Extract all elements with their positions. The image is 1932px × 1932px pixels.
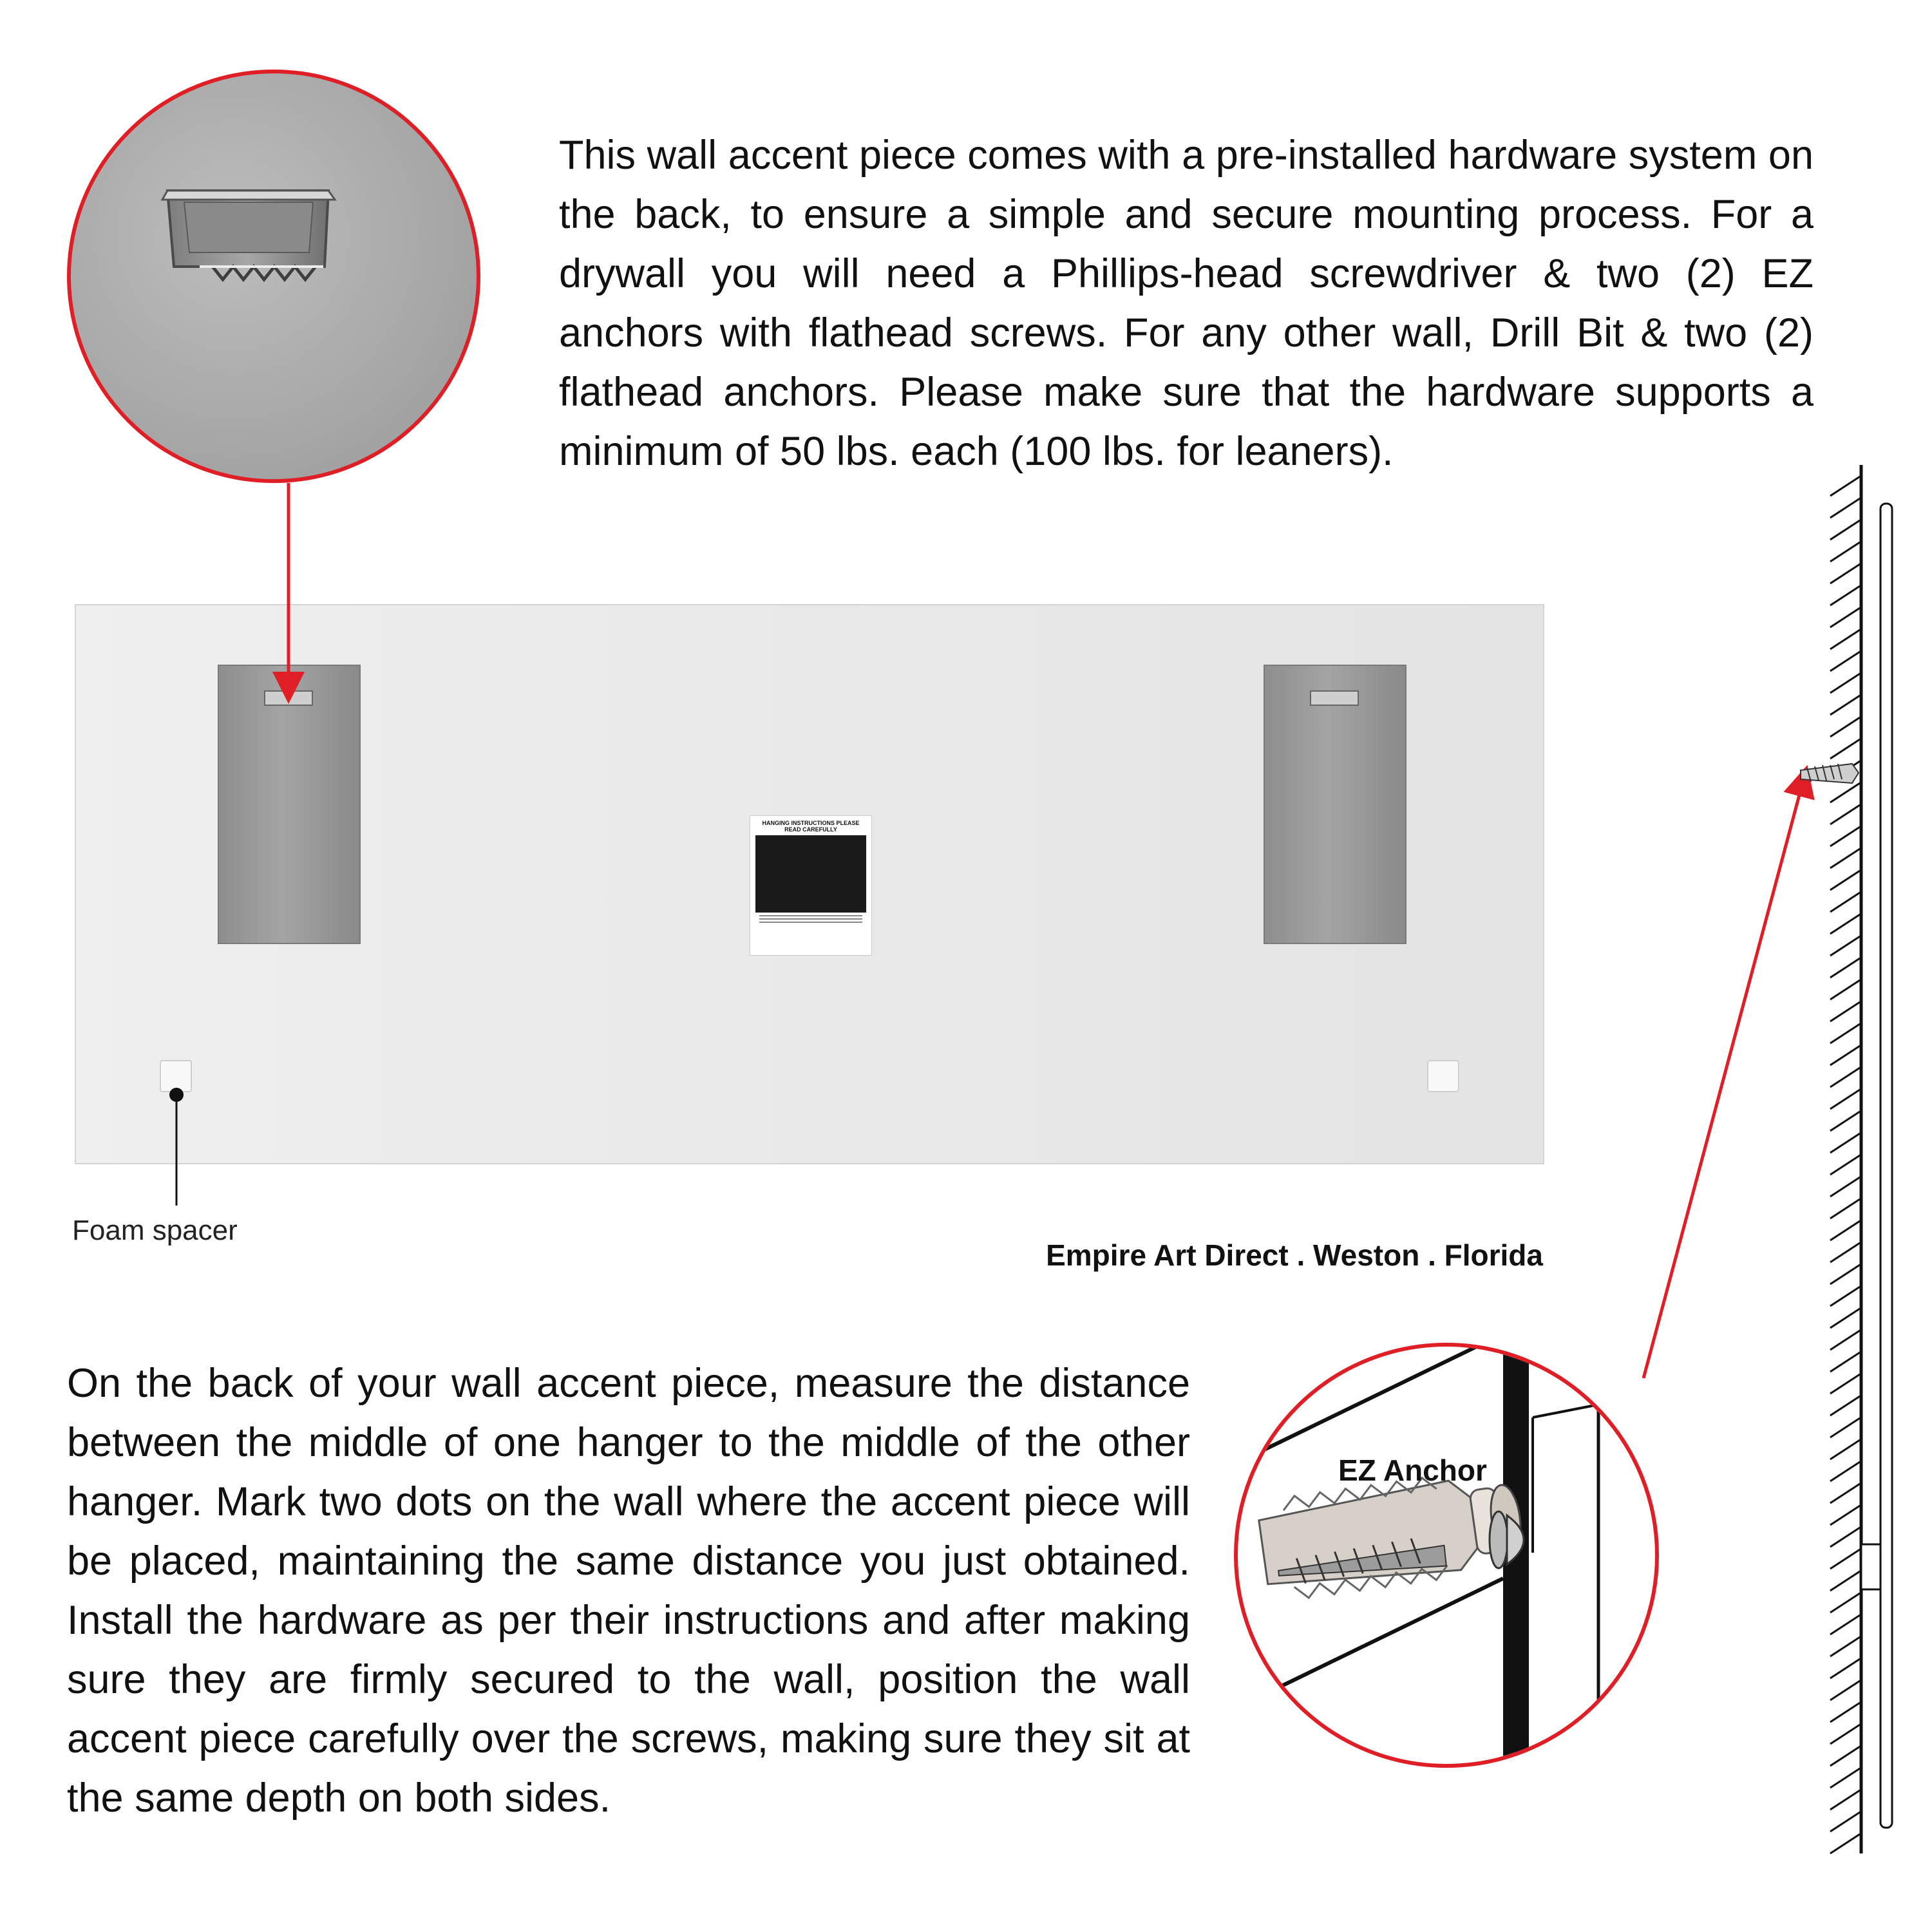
intro-paragraph: This wall accent piece comes with a pre-installed hardware system on the back, to ensure a simple and secure mounting process. For a drywall you will need a Phillips-head screwdriver & two (2) EZ anchors with flathead screws. For any other wall, Drill Bit & two (2) flathead anchors. Please make sure that the hardware supports a minimum of 50 lbs. each (100 lbs. for leaners).: [559, 133, 1814, 474]
wall-hatch-line: [1830, 871, 1860, 890]
wall-hatch-line: [1830, 608, 1860, 627]
wall-hatch-line: [1830, 1768, 1860, 1788]
wall-hatch-line: [1830, 1112, 1860, 1131]
wall-hatch-line: [1830, 674, 1860, 693]
steps-paragraph: On the back of your wall accent piece, measure the distance between the middle of one hanger to the middle of the other hanger. Mark two dots on the wall where the accent piece will be placed, maintaining the same distance you just obtained. Install the hardware as per their instructions and after making sure they are firmly secured to the wall, position the wall accent piece carefully over the screws, making sure they sit at the same depth on both sides.: [67, 1361, 1190, 1821]
wall-hatch-line: [1830, 1374, 1860, 1394]
wall-hatch-line: [1830, 1396, 1860, 1416]
wall-hatch-line: [1830, 1309, 1860, 1328]
wall-hatch-line: [1830, 1090, 1860, 1109]
wall-hatch-line: [1830, 1133, 1860, 1153]
wall-hatch-line: [1830, 1331, 1860, 1350]
wall-hatch-line: [1830, 1725, 1860, 1744]
wall-hatch-line: [1830, 1418, 1860, 1437]
wall-hatch-line: [1830, 477, 1860, 496]
wall-hatch-line: [1830, 1549, 1860, 1569]
wall-hatch-line: [1830, 1002, 1860, 1021]
wall-hatch-line: [1830, 1593, 1860, 1613]
wall-hatch-line: [1830, 893, 1860, 912]
wall-hatch-line: [1830, 1747, 1860, 1766]
sticker-title: HANGING INSTRUCTIONS PLEASE READ CAREFULLY: [762, 820, 860, 833]
wall-hatch-line: [1830, 1659, 1860, 1678]
wall-hatch-line: [1830, 827, 1860, 846]
wall-hatch-line: [1830, 739, 1860, 759]
wall-hatch-line: [1830, 1790, 1860, 1810]
wall-hatch-line: [1830, 1352, 1860, 1372]
foam-spacer-label: Foam spacer: [72, 1215, 238, 1246]
wall-hatch-line: [1830, 717, 1860, 737]
wall-hatch-line: [1830, 1681, 1860, 1700]
wall-hatch-line: [1830, 564, 1860, 583]
wall-hatch-line: [1830, 1287, 1860, 1306]
wall-hatch-line: [1830, 1484, 1860, 1503]
wall-hatch-line: [1830, 936, 1860, 956]
wall-hatch-line: [1830, 1068, 1860, 1087]
wall-hatch-line: [1830, 1812, 1860, 1832]
wall-hatch-line: [1830, 1440, 1860, 1459]
wall-hatch-line: [1830, 1703, 1860, 1722]
wall-hatch-line: [1830, 1243, 1860, 1262]
wall-hatch-line: [1830, 1528, 1860, 1547]
wall-hatch-line: [1830, 1637, 1860, 1656]
wall-hatch-line: [1830, 849, 1860, 868]
wall-hatch-line: [1830, 783, 1860, 802]
wall-hatch-line: [1830, 980, 1860, 999]
wall-hatch-line: [1830, 1199, 1860, 1218]
wall-hatch-line: [1830, 498, 1860, 518]
wall-hatch-line: [1830, 1834, 1860, 1853]
wall-hatch-line: [1830, 1615, 1860, 1634]
wall-hatch-line: [1830, 652, 1860, 671]
wall-hatch-line: [1830, 1571, 1860, 1591]
ez-anchor-label: EZ Anchor: [1338, 1454, 1487, 1487]
wall-hatch-line: [1830, 1155, 1860, 1175]
company-line: Empire Art Direct . Weston . Florida: [1046, 1238, 1543, 1272]
wall-hatch-line: [1830, 958, 1860, 978]
pointer-arrow-icon: [1643, 781, 1803, 1378]
wall-hatch-line: [1830, 1462, 1860, 1481]
wall-hatch-line: [1830, 1506, 1860, 1525]
wall-hatch-line: [1830, 586, 1860, 605]
wall-hatch-line: [1830, 630, 1860, 649]
wall-hatch-line: [1830, 1177, 1860, 1197]
wall-hatch-line: [1830, 914, 1860, 934]
wall-hatch-line: [1830, 696, 1860, 715]
wall-hatch-line: [1830, 1265, 1860, 1284]
wall-hatch-icon: [1801, 465, 1892, 1853]
wall-hatch-line: [1830, 1024, 1860, 1043]
wall-hatch-line: [1830, 805, 1860, 824]
wall-hatch-line: [1830, 1221, 1860, 1240]
wall-hatch-line: [1830, 1046, 1860, 1065]
wall-hatch-line: [1830, 520, 1860, 540]
wall-hatch-line: [1830, 542, 1860, 562]
